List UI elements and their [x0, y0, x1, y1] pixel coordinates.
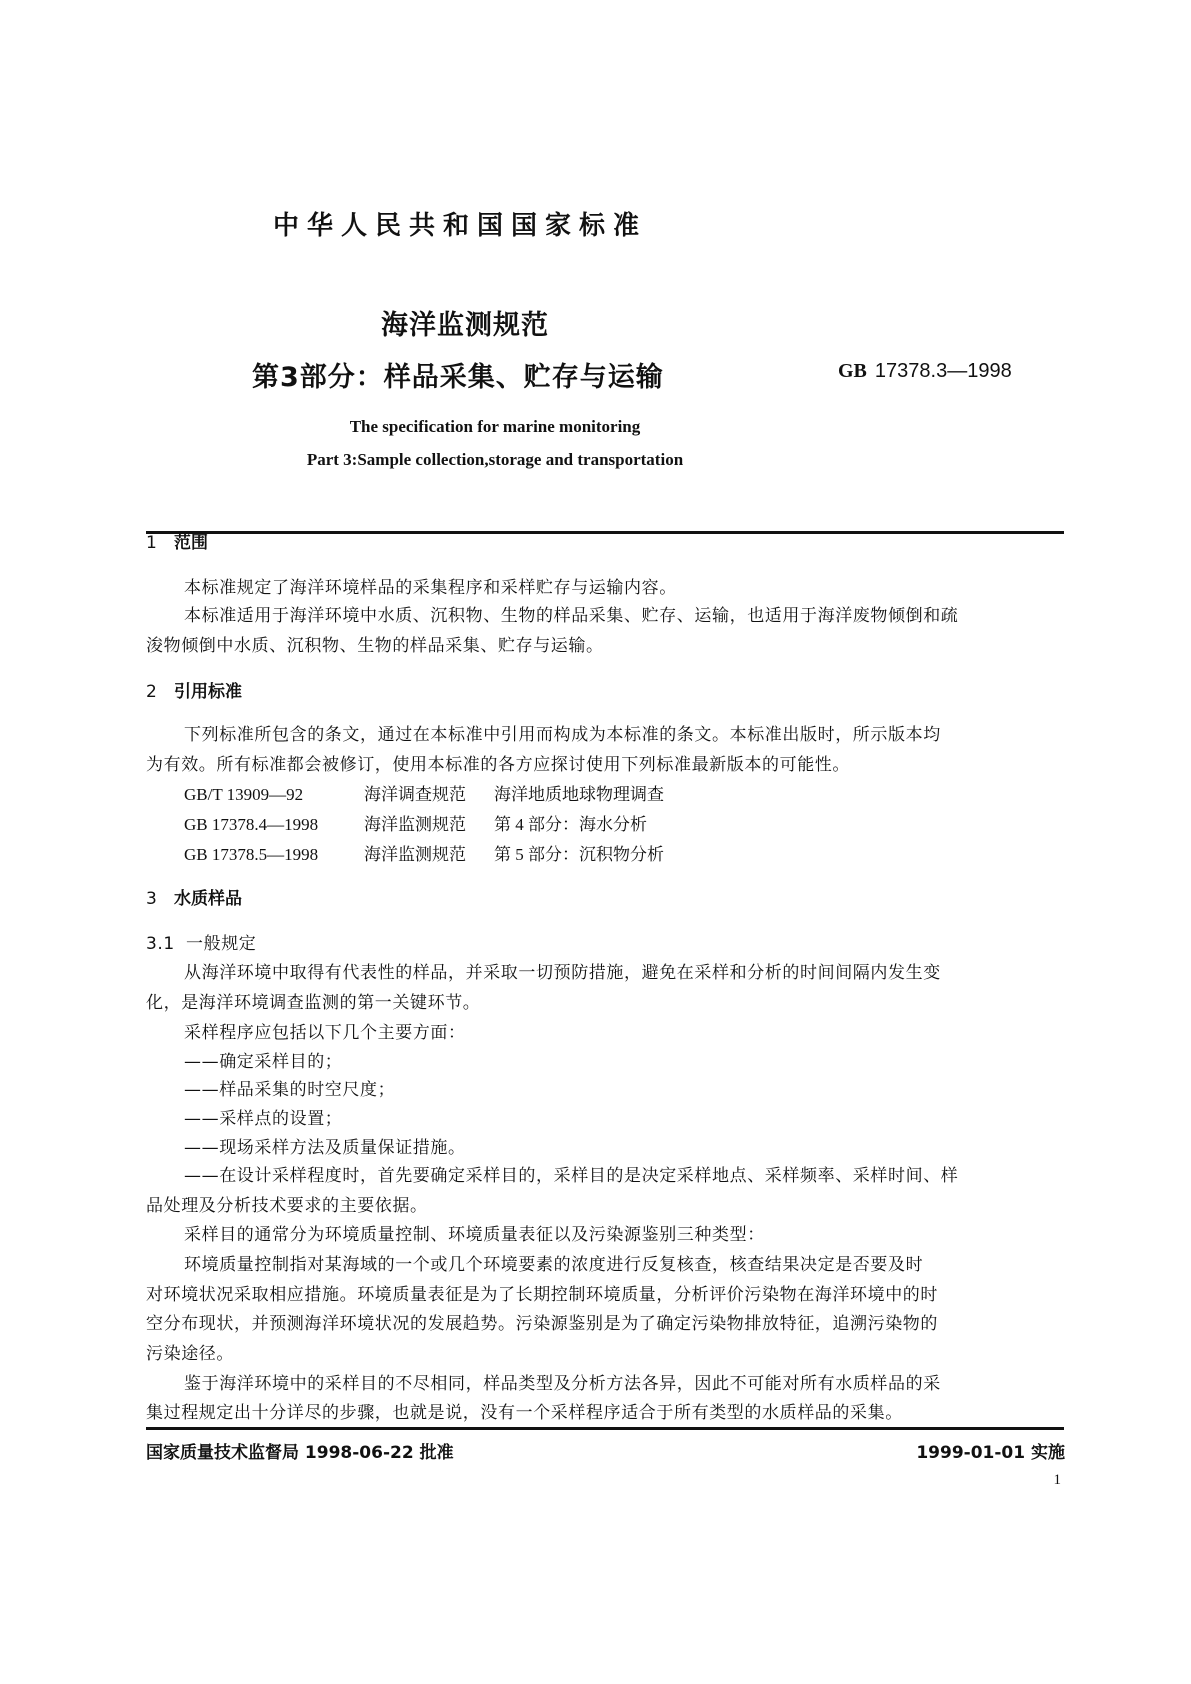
approval-info: 国家质量技术监督局 1998-06-22 批准 — [146, 1443, 454, 1463]
header-divider — [146, 531, 1064, 534]
list-item: ——在设计采样程度时，首先要确定采样目的，采样目的是决定采样地点、采样频率、采样时间、样 — [184, 1166, 959, 1186]
reference-name: 海洋调查规范 — [364, 785, 466, 804]
paragraph-continuation: 为有效。所有标准都会被修订，使用本标准的各方应探讨使用下列标准最新版本的可能性。 — [146, 755, 850, 775]
code-prefix: GB — [838, 360, 867, 382]
paragraph-continuation: 浚物倾倒中水质、沉积物、生物的样品采集、贮存与运输。 — [146, 636, 604, 656]
reference-name: 海洋监测规范 — [364, 845, 466, 864]
paragraph-continuation: 污染途径。 — [146, 1344, 234, 1364]
national-standard-heading: 中华人民共和国国家标准 — [272, 211, 647, 241]
paragraph: 从海洋环境中取得有代表性的样品，并采取一切预防措施，避免在采样和分析的时间间隔内发生变 — [184, 963, 941, 983]
document-title: 海洋监测规范 — [381, 310, 549, 341]
section-number: 2 — [146, 682, 157, 702]
paragraph-continuation: 集过程规定出十分详尽的步骤，也就是说，没有一个采样程序适合于所有类型的水质样品的采集。 — [146, 1403, 903, 1423]
reference-part: 第 4 部分：海水分析 — [494, 815, 647, 834]
list-item: ——样品采集的时空尺度； — [184, 1080, 396, 1100]
paragraph-continuation: 空分布现状，并预测海洋环境状况的发展趋势。污染源鉴别是为了确定污染物排放特征，追溯污染物的 — [146, 1314, 938, 1334]
paragraph: 环境质量控制指对某海域的一个或几个环境要素的浓度进行反复核查，核查结果决定是否要及时 — [184, 1255, 924, 1275]
footer-divider — [146, 1427, 1064, 1430]
section-heading-1 — [146, 528, 208, 553]
list-item: ——确定采样目的； — [184, 1052, 343, 1072]
english-title: The specification for marine monitoring — [349, 417, 641, 436]
paragraph-continuation: 品处理及分析技术要求的主要依据。 — [146, 1196, 428, 1216]
paragraph: 下列标准所包含的条文，通过在本标准中引用而构成为本标准的条文。本标准出版时，所示版本均 — [184, 725, 941, 745]
reference-name: 海洋监测规范 — [364, 815, 466, 834]
list-item: ——采样点的设置； — [184, 1109, 343, 1129]
reference-item — [184, 810, 647, 835]
standard-code — [838, 360, 1012, 383]
section-heading-2 — [146, 677, 242, 702]
paragraph: 本标准适用于海洋环境中水质、沉积物、生物的样品采集、贮存、运输，也适用于海洋废物倾倒和疏 — [184, 606, 959, 626]
subsection-title: 一般规定 — [186, 934, 257, 954]
page-number: 1 — [1053, 1472, 1061, 1488]
section-title: 范围 — [174, 533, 208, 553]
english-subtitle: Part 3:Sample collection,storage and transportation — [306, 450, 684, 469]
subsection-number: 3.1 — [146, 934, 175, 954]
paragraph: 采样程序应包括以下几个主要方面： — [184, 1023, 466, 1043]
reference-part: 第 5 部分：沉积物分析 — [494, 845, 664, 864]
code-number: 17378.3—1998 — [874, 360, 1012, 382]
reference-part: 海洋地质地球物理调查 — [494, 785, 664, 804]
paragraph: 本标准规定了海洋环境样品的采集程序和采样贮存与运输内容。 — [184, 578, 677, 598]
subsection-heading-3-1 — [146, 929, 256, 954]
paragraph: 采样目的通常分为环境质量控制、环境质量表征以及污染源鉴别三种类型： — [184, 1225, 765, 1245]
reference-item — [184, 840, 664, 865]
implementation-date: 1999-01-01 实施 — [916, 1443, 1065, 1463]
reference-code: GB 17378.5—1998 — [184, 845, 319, 864]
paragraph-continuation: 对环境状况采取相应措施。环境质量表征是为了长期控制环境质量，分析评价污染物在海洋环境中的时 — [146, 1285, 938, 1305]
section-title: 引用标准 — [174, 682, 242, 702]
section-title: 水质样品 — [174, 889, 242, 909]
document-subtitle: 第3部分：样品采集、贮存与运输 — [252, 362, 664, 393]
reference-code: GB 17378.4—1998 — [184, 815, 319, 834]
section-heading-3 — [146, 884, 242, 909]
section-number: 1 — [146, 533, 157, 553]
reference-item — [184, 780, 664, 805]
paragraph-continuation: 化，是海洋环境调查监测的第一关键环节。 — [146, 993, 481, 1013]
paragraph: 鉴于海洋环境中的采样目的不尽相同，样品类型及分析方法各异，因此不可能对所有水质样品的采 — [184, 1374, 941, 1394]
list-item: ——现场采样方法及质量保证措施。 — [184, 1138, 466, 1158]
reference-code: GB/T 13909—92 — [184, 785, 304, 804]
section-number: 3 — [146, 889, 157, 909]
